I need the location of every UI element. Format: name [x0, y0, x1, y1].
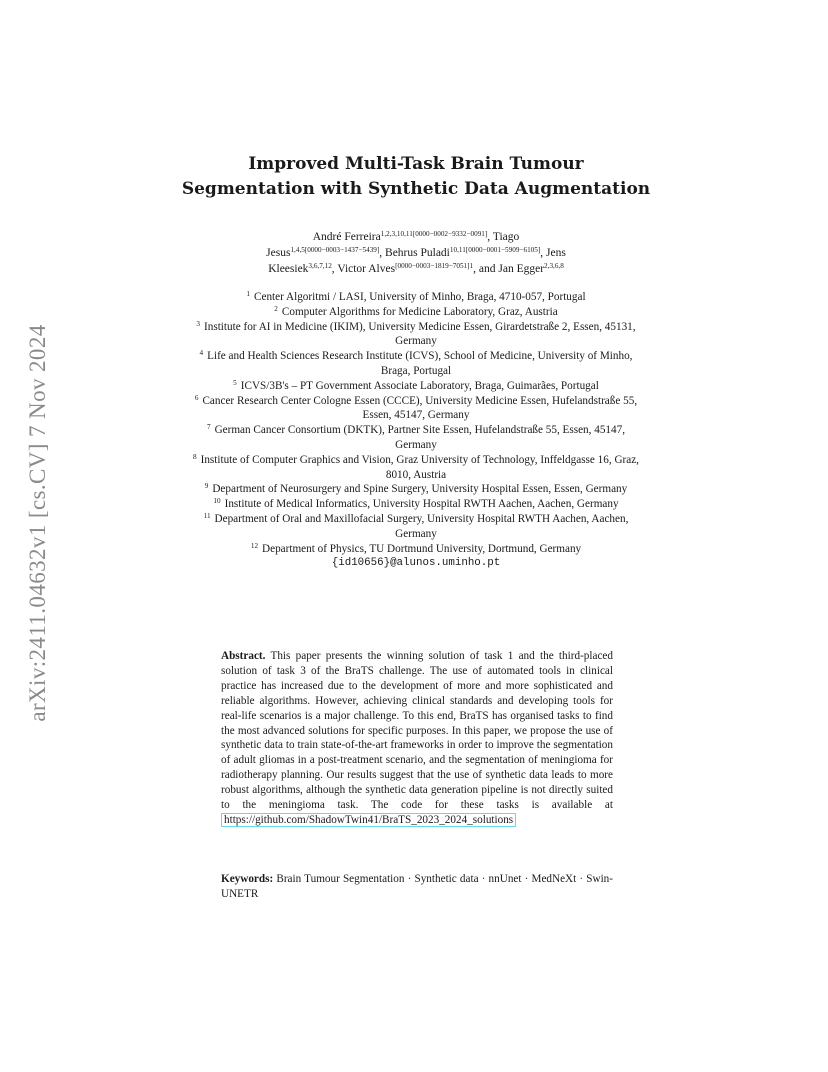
author-superscript: 1,4,5[0000−0003−1437−5439] — [290, 246, 380, 254]
affiliation-number: 1 — [246, 290, 251, 298]
author-separator: , Tiago — [487, 231, 520, 243]
arxiv-identifier: arXiv:2411.04632v1 [cs.CV] 7 Nov 2024 — [25, 324, 50, 722]
affiliation — [186, 379, 646, 394]
affiliation — [186, 497, 646, 512]
author-line-3 — [186, 261, 646, 277]
author-separator: , Behrus Puladi — [379, 247, 450, 259]
keywords-label: Keywords: — [221, 873, 274, 885]
arxiv-sidebar — [18, 288, 58, 758]
affiliation-text: Department of Physics, TU Dortmund University, Dortmund, Germany — [262, 542, 582, 555]
author-line-2 — [186, 245, 646, 261]
code-repository-link[interactable]: https://github.com/ShadowTwin41/BraTS_2023_2024_solutions — [221, 813, 516, 827]
affiliation — [186, 512, 646, 542]
affiliation — [186, 349, 646, 379]
affiliation-text: Institute of Medical Informatics, University Hospital RWTH Aachen, Aachen, Germany — [224, 498, 619, 511]
author-name: Jesus — [266, 247, 291, 259]
abstract-label: Abstract. — [221, 650, 266, 662]
author-name: Kleesiek — [268, 263, 309, 275]
author-separator: , Jens — [540, 247, 566, 259]
affiliation — [186, 305, 646, 320]
affiliation-number: 7 — [206, 423, 211, 432]
author-superscript: 1,2,3,10,11[0000−0002−9332−0091] — [380, 230, 488, 238]
author-superscript: 10,11[0000−0001−5909−6105] — [449, 246, 541, 254]
affiliation-number: 9 — [204, 482, 209, 491]
affiliation-text: ICVS/3B's – PT Government Associate Laboratory, Braga, Guimarães, Portugal — [240, 379, 599, 392]
affiliation — [186, 394, 646, 424]
affiliation — [186, 453, 646, 483]
title-line-2: Segmentation with Synthetic Data Augmentation — [181, 179, 651, 199]
affiliation-number: 8 — [193, 452, 197, 461]
affiliation — [186, 320, 646, 350]
affiliation-text: Center Algoritmi / LASI, University of Minho, Braga, 4710-057, Portugal — [254, 291, 586, 303]
affiliation-text: Department of Oral and Maxillofacial Surgery, University Hospital RWTH Aachen, Aachen, Germany — [214, 512, 629, 540]
affiliation — [186, 542, 646, 557]
affiliation-number: 10 — [213, 497, 221, 506]
affiliation-number: 6 — [194, 393, 199, 402]
affiliation-text: Computer Algorithms for Medicine Laboratory, Graz, Austria — [281, 305, 558, 318]
abstract-section — [221, 649, 613, 828]
affiliation-text: Institute for AI in Medicine (IKIM), University Medicine Essen, Girardetstraße 2, Essen, 45131, Germany — [204, 320, 636, 348]
affiliation — [186, 482, 646, 497]
affiliation-number: 12 — [250, 541, 259, 550]
author-superscript: 3,6,7,12 — [308, 262, 332, 270]
author-separator: , and Jan Egger — [473, 263, 545, 275]
affiliation-number: 11 — [203, 511, 211, 520]
author-line-1 — [186, 229, 646, 245]
author-superscript: [0000−0003−1819−7051]1 — [395, 262, 474, 270]
affiliation-text: Life and Health Sciences Research Institute (ICVS), School of Medicine, University of Minho, Braga, Portugal — [207, 350, 633, 377]
affiliation-number: 2 — [274, 304, 278, 313]
keywords-text: Brain Tumour Segmentation · Synthetic data · nnUnet · MedNeXt · Swin-UNETR — [221, 873, 613, 900]
author-list — [186, 229, 646, 277]
abstract-text: This paper presents the winning solution of task 1 and the third-placed solution of task 3 of the BraTS challenge. The use of automated tools in clinical practice has increased due to the development of more and more sophisticated and reliable algorithms. However, achieving clinical standards and developing tools for real-life scenarios is a major challenge. To this end, BraTS has organised tasks to find the most advanced solutions for specific purposes. In this paper, we propose the use of synthetic data to train state-of-the-art frameworks in order to improve the segmentation of adult gliomas in a post-treatment scenario, and the segmentation of meningioma for radiotherapy planning. Our results suggest that the use of synthetic data leads to more robust algorithms, although the synthetic data generation pipeline is not directly suited to the meningioma task. The code for these tasks is available at — [221, 650, 613, 812]
affiliation — [186, 290, 646, 305]
affiliation-text: Department of Neurosurgery and Spine Surgery, University Hospital Essen, Essen, Germany — [212, 483, 628, 496]
author-separator: , Victor Alves — [331, 263, 396, 275]
keywords-section — [221, 872, 613, 902]
affiliation-number: 3 — [196, 319, 201, 328]
affiliation-list — [186, 290, 646, 571]
contact-email[interactable]: {id10656}@alunos.uminho.pt — [331, 557, 501, 570]
affiliation-number: 5 — [233, 378, 237, 387]
paper-title — [150, 152, 682, 202]
affiliation — [186, 423, 646, 453]
affiliation-number: 4 — [199, 349, 204, 358]
affiliation-text: Cancer Research Center Cologne Essen (CCCE), University Medicine Essen, Hufelandstraße 55, Essen, 45147, Germany — [202, 394, 638, 422]
title-line-1: Improved Multi-Task Brain Tumour — [248, 154, 584, 174]
affiliation-text: German Cancer Consortium (DKTK), Partner Site Essen, Hufelandstraße 55, Essen, 45147, Germany — [214, 424, 626, 451]
affiliation-text: Institute of Computer Graphics and Vision, Graz University of Technology, Inffeldgasse 16, Graz, 8010, Austria — [200, 453, 639, 481]
author-superscript: 2,3,6,8 — [544, 262, 564, 270]
author-name: André Ferreira — [312, 231, 381, 243]
